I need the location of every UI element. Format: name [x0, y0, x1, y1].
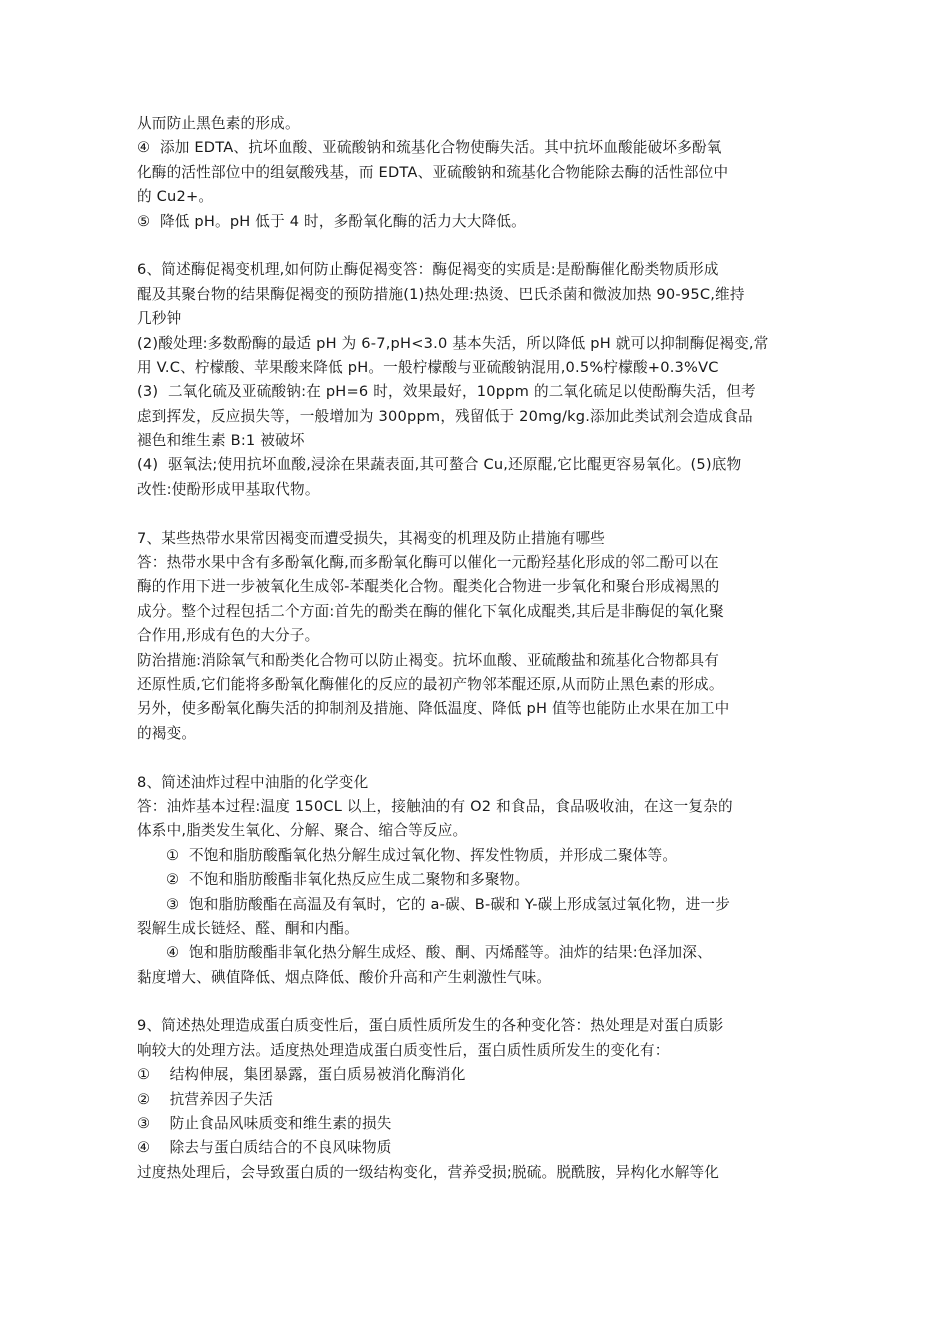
text-line: ① 不饱和脂肪酸酯氧化热分解生成过氧化物、挥发性物质，并形成二聚体等。 [137, 846, 678, 864]
text-line: 体系中,脂类发生氧化、分解、聚合、缩合等反应。 [137, 822, 468, 840]
text-line: ④ 除去与蛋白质结合的不良风味物质 [137, 1139, 392, 1157]
text-line: 合作用,形成有色的大分子。 [137, 627, 320, 645]
text-line: ④ 添加 EDTA、抗坏血酸、亚硫酸钠和巯基化合物使酶失活。其中抗坏血酸能破坏多酚氧 [137, 139, 722, 157]
text-line: 过度热处理后，会导致蛋白质的一级结构变化，营养受损;脱硫。脱酰胺，异构化水解等化 [137, 1163, 720, 1181]
text-line: 还原性质,它们能将多酚氧化酶催化的反应的最初产物邻苯醌还原,从而防止黑色素的形成。 [137, 675, 724, 693]
text-line: 的 Cu2+。 [137, 188, 214, 206]
text-line: 9、简述热处理造成蛋白质变性后，蛋白质性质所发生的各种变化答：热处理是对蛋白质影 [137, 1017, 724, 1035]
text-line: 防治措施:消除氧气和酚类化合物可以防止褐变。抗坏血酸、亚硫酸盐和巯基化合物都具有 [137, 651, 720, 669]
text-line: ③ 防止食品风味质变和维生素的损失 [137, 1115, 392, 1133]
paragraph-gap [137, 234, 817, 258]
text-line: 用 V.C、柠檬酸、苹果酸来降低 pH。一般柠檬酸与亚硫酸钠混用,0.5%柠檬酸+0.3%VC [137, 358, 719, 376]
text-line: (2)酸处理:多数酚酶的最适 pH 为 6-7,pH<3.0 基本失活，所以降低 pH 就可以抑制酶促褐变,常 [137, 334, 769, 352]
text-line: 7、某些热带水果常因褐变而遭受损失，其褐变的机理及防止措施有哪些 [137, 529, 606, 547]
text-line: ④ 饱和脂肪酸酯非氧化热分解生成烃、酸、酮、丙烯醛等。油炸的结果:色泽加深、 [137, 944, 712, 962]
text-line: 8、简述油炸过程中油脂的化学变化 [137, 773, 369, 791]
text-line: 化酶的活性部位中的组氨酸残基，而 EDTA、亚硫酸钠和巯基化合物能除去酶的活性部位中 [137, 163, 729, 181]
text-line: 改性:使酚形成甲基取代物。 [137, 480, 320, 498]
text-line: 裂解生成长链烃、醛、酮和内酯。 [137, 919, 359, 937]
text-line: 虑到挥发，反应损失等，一般增加为 300ppm，残留低于 20mg/kg.添加此类试剂会造成食品 [137, 407, 753, 425]
text-line: 答：油炸基本过程:温度 150CL 以上，接触油的有 O2 和食品，食品吸收油，在这一复杂的 [137, 797, 733, 815]
text-line: 醌及其聚台物的结果酶促褐变的预防措施(1)热处理:热烫、巴氏杀菌和微波加热 90-95C,维持 [137, 285, 745, 303]
paragraph-gap [137, 502, 817, 526]
text-line: (3) 二氧化硫及亚硫酸钠:在 pH=6 时，效果最好，10ppm 的二氧化硫足以使酚酶失活，但考 [137, 383, 756, 401]
text-line: 的褐变。 [137, 724, 197, 742]
text-line: 另外，使多酚氧化酶失活的抑制剂及措施、降低温度、降低 pH 值等也能防止水果在加工中 [137, 700, 730, 718]
text-line: 从而防止黑色素的形成。 [137, 115, 300, 132]
text-line: ② 不饱和脂肪酸酯非氧化热反应生成二聚物和多聚物。 [137, 871, 530, 889]
text-line: 褪色和维生素 B:1 被破坏 [137, 432, 305, 450]
text-line: ⑤ 降低 pH。pH 低于 4 时，多酚氧化酶的活力大大降低。 [137, 212, 526, 230]
text-line: 黏度增大、碘值降低、烟点降低、酸价升高和产生刺激性气味。 [137, 968, 552, 986]
text-line: 答：热带水果中含有多酚氧化酶,而多酚氧化酶可以催化一元酚羟基化形成的邻二酚可以在 [137, 554, 719, 572]
text-line: (4) 驱氧法;使用抗坏血酸,浸涂在果蔬表面,其可螯合 Cu,还原醌,它比醌更容易氧化。(5)底物 [137, 456, 742, 474]
text-line: ① 结构伸展，集团暴露，蛋白质易被消化酶消化 [137, 1066, 466, 1084]
text-line: 响较大的处理方法。适度热处理造成蛋白质变性后，蛋白质性质所发生的变化有： [137, 1041, 670, 1059]
document-page [137, 112, 817, 1185]
text-line: ③ 饱和脂肪酸酯在高温及有氧时，它的 a-碳、B-碳和 Y-碳上形成氢过氧化物，进一步 [137, 895, 731, 913]
paragraph-gap [137, 746, 817, 770]
paragraph-gap [137, 990, 817, 1014]
text-line: 6、简述酶促褐变机理,如何防止酶促褐变答：酶促褐变的实质是:是酚酶催化酚类物质形成 [137, 261, 719, 279]
text-line: ② 抗营养因子失活 [137, 1090, 274, 1108]
text-line: 成分。整个过程包括二个方面:首先的酚类在酶的催化下氧化成醌类,其后是非酶促的氧化聚 [137, 602, 724, 620]
text-line: 酶的作用下进一步被氧化生成邻-苯醌类化合物。醌类化合物进一步氧化和聚台形成褐黑的 [137, 578, 720, 596]
text-line: 几秒钟 [137, 310, 182, 328]
